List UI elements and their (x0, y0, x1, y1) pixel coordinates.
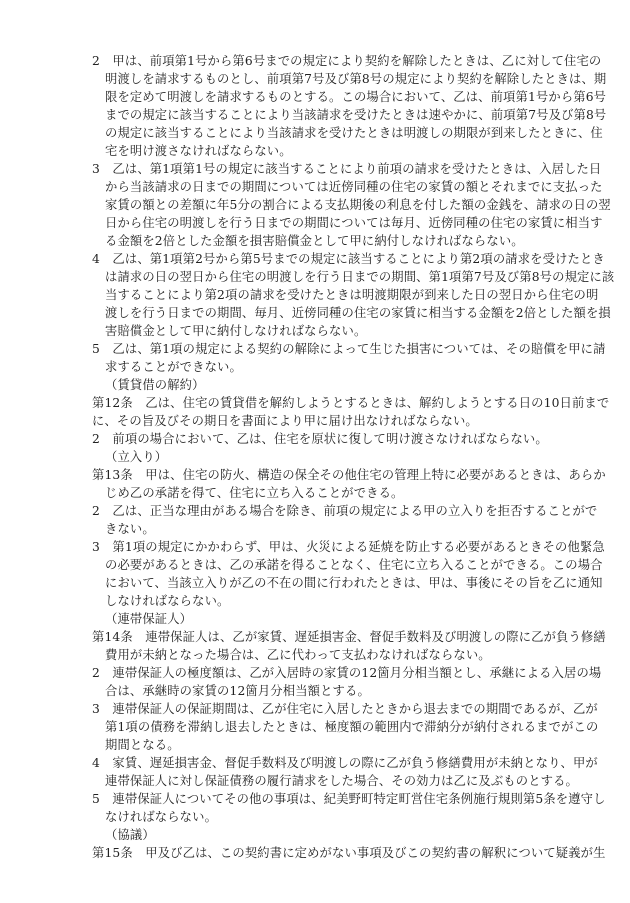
section-heading: （立入り） (105, 450, 168, 464)
text-line: じめ乙の承諾を得て、住宅に立ち入ることができる。 (105, 486, 404, 500)
text-line: 4 乙は、第1項第2号から第5号までの規定に該当することにより第2項の請求を受けたとき (92, 252, 605, 266)
text-line: までの規定に該当することにより当該請求を受けたときは速やかに、前項第7号及び第8号 (105, 108, 607, 122)
text-line: 連帯保証人に対し保証債務の履行請求をした場合、その効力は乙に及ぶものとする。 (105, 774, 578, 788)
article-line: 第15条 甲及び乙は、この契約書に定めがない事項及びこの契約書の解釈について疑義が生 (92, 846, 606, 860)
text-line: る金額を2倍とした金額を損害賠償金として甲に納付しなければならない。 (105, 234, 524, 248)
text-line: は請求の日の翌日から住宅の明渡しを行う日までの期間、第1項第7号及び第8号の規定に該 (105, 270, 615, 284)
text-line: 3 連帯保証人の保証期間は、乙が住宅に入居したときから退去までの期間であるが、乙が (92, 702, 598, 716)
text-line: 2 甲は、前項第1号から第6号までの規定により契約を解除したときは、乙に対して住宅の (92, 54, 602, 68)
text-line: 求することができない。 (105, 360, 242, 374)
article-line: 第12条 乙は、住宅の賃貸借を解約しようとするときは、解約しようとする日の10日前まで (92, 396, 610, 410)
section-heading: （連帯保証人） (105, 612, 193, 626)
text-line: 限を定めて明渡しを請求するものとする。この場合において、乙は、前項第1号から第6号 (105, 90, 607, 104)
text-line: の必要があるときは、乙の承諾を得ることなく、住宅に立ち入ることができる。この場合 (105, 558, 603, 572)
text-line: 害賠償金として甲に納付しなければならない。 (105, 324, 367, 338)
text-line: に、その旨及びその期日を書面により甲に届け出なければならない。 (92, 414, 478, 428)
text-line: 日から住宅の明渡しを行う日までの期間については毎月、近傍同種の住宅の家賃に相当す (105, 216, 603, 230)
text-line: 合は、承継時の家賃の12箇月分相当額とする。 (105, 684, 370, 698)
text-line: 2 前項の場合において、乙は、住宅を原状に復して明け渡さなければならない。 (92, 432, 548, 446)
text-line: しなければならない。 (105, 594, 230, 608)
text-line: 2 連帯保証人の極度額は、乙が入居時の家賃の12箇月分相当額とし、承継による入居の場 (92, 666, 602, 680)
text-line: なければならない。 (105, 810, 218, 824)
text-line: において、当該立入りが乙の不在の間に行われたときは、甲は、事後にその旨を乙に通知 (105, 576, 603, 590)
text-line: 宅を明け渡さなければならない。 (105, 144, 292, 158)
text-line: 4 家賃、遅延損害金、督促手数料及び明渡しの際に乙が負う修繕費用が未納となり、甲が (92, 756, 598, 770)
text-line: 第1項の債務を滞納し退去したときは、極度額の範囲内で滞納分が納付されるまでがこの (105, 720, 599, 734)
section-heading: （賃貸借の解約） (105, 378, 205, 392)
section-heading: （協議） (105, 828, 155, 842)
text-line: の規定に該当することにより当該請求を受けたときは明渡しの期限が到来したときに、住 (105, 126, 603, 140)
text-line: 3 第1項の規定にかかわらず、甲は、火災による延焼を防止する必要があるときその他緊急 (92, 540, 605, 554)
text-line: から当該請求の日までの期間については近傍同種の住宅の家賃の額とそれまでに支払った (105, 180, 603, 194)
text-line: 明渡しを請求するものとし、前項第7号及び第8号の規定により契約を解除したときは、期 (105, 72, 607, 86)
text-line: 家賃の額との差額に年5分の割合による支払期後の利息を付した額の金銭を、請求の日の翌 (105, 198, 611, 212)
text-line: きない。 (105, 522, 155, 536)
text-line: 渡しを行う日までの期間、毎月、近傍同種の住宅の家賃に相当する金額を2倍とした額を損 (105, 306, 611, 320)
text-line: 2 乙は、正当な理由がある場合を除き、前項の規定による甲の立入りを拒否することがで (92, 504, 598, 518)
text-line: 3 乙は、第1項第1号の規定に該当することにより前項の請求を受けたときは、入居した日 (92, 162, 602, 176)
text-line: 当することにより第2項の請求を受けたときは明渡期限が到来した日の翌日から住宅の明 (105, 288, 599, 302)
article-line: 第14条 連帯保証人は、乙が家賃、遅延損害金、督促手数料及び明渡しの際に乙が負う修繕 (92, 630, 606, 644)
text-line: 期間となる。 (105, 738, 180, 752)
text-line: 費用が未納となった場合は、乙に代わって支払わなければならない。 (105, 648, 491, 662)
text-line: 5 乙は、第1項の規定による契約の解除によって生じた損害については、その賠償を甲に請 (92, 342, 606, 356)
article-line: 第13条 甲は、住宅の防火、構造の保全その他住宅の管理上特に必要があるときは、あらか (92, 468, 606, 482)
text-line: 5 連帯保証人についてその他の事項は、紀美野町特定町営住宅条例施行規則第5条を遵守し (92, 792, 606, 806)
